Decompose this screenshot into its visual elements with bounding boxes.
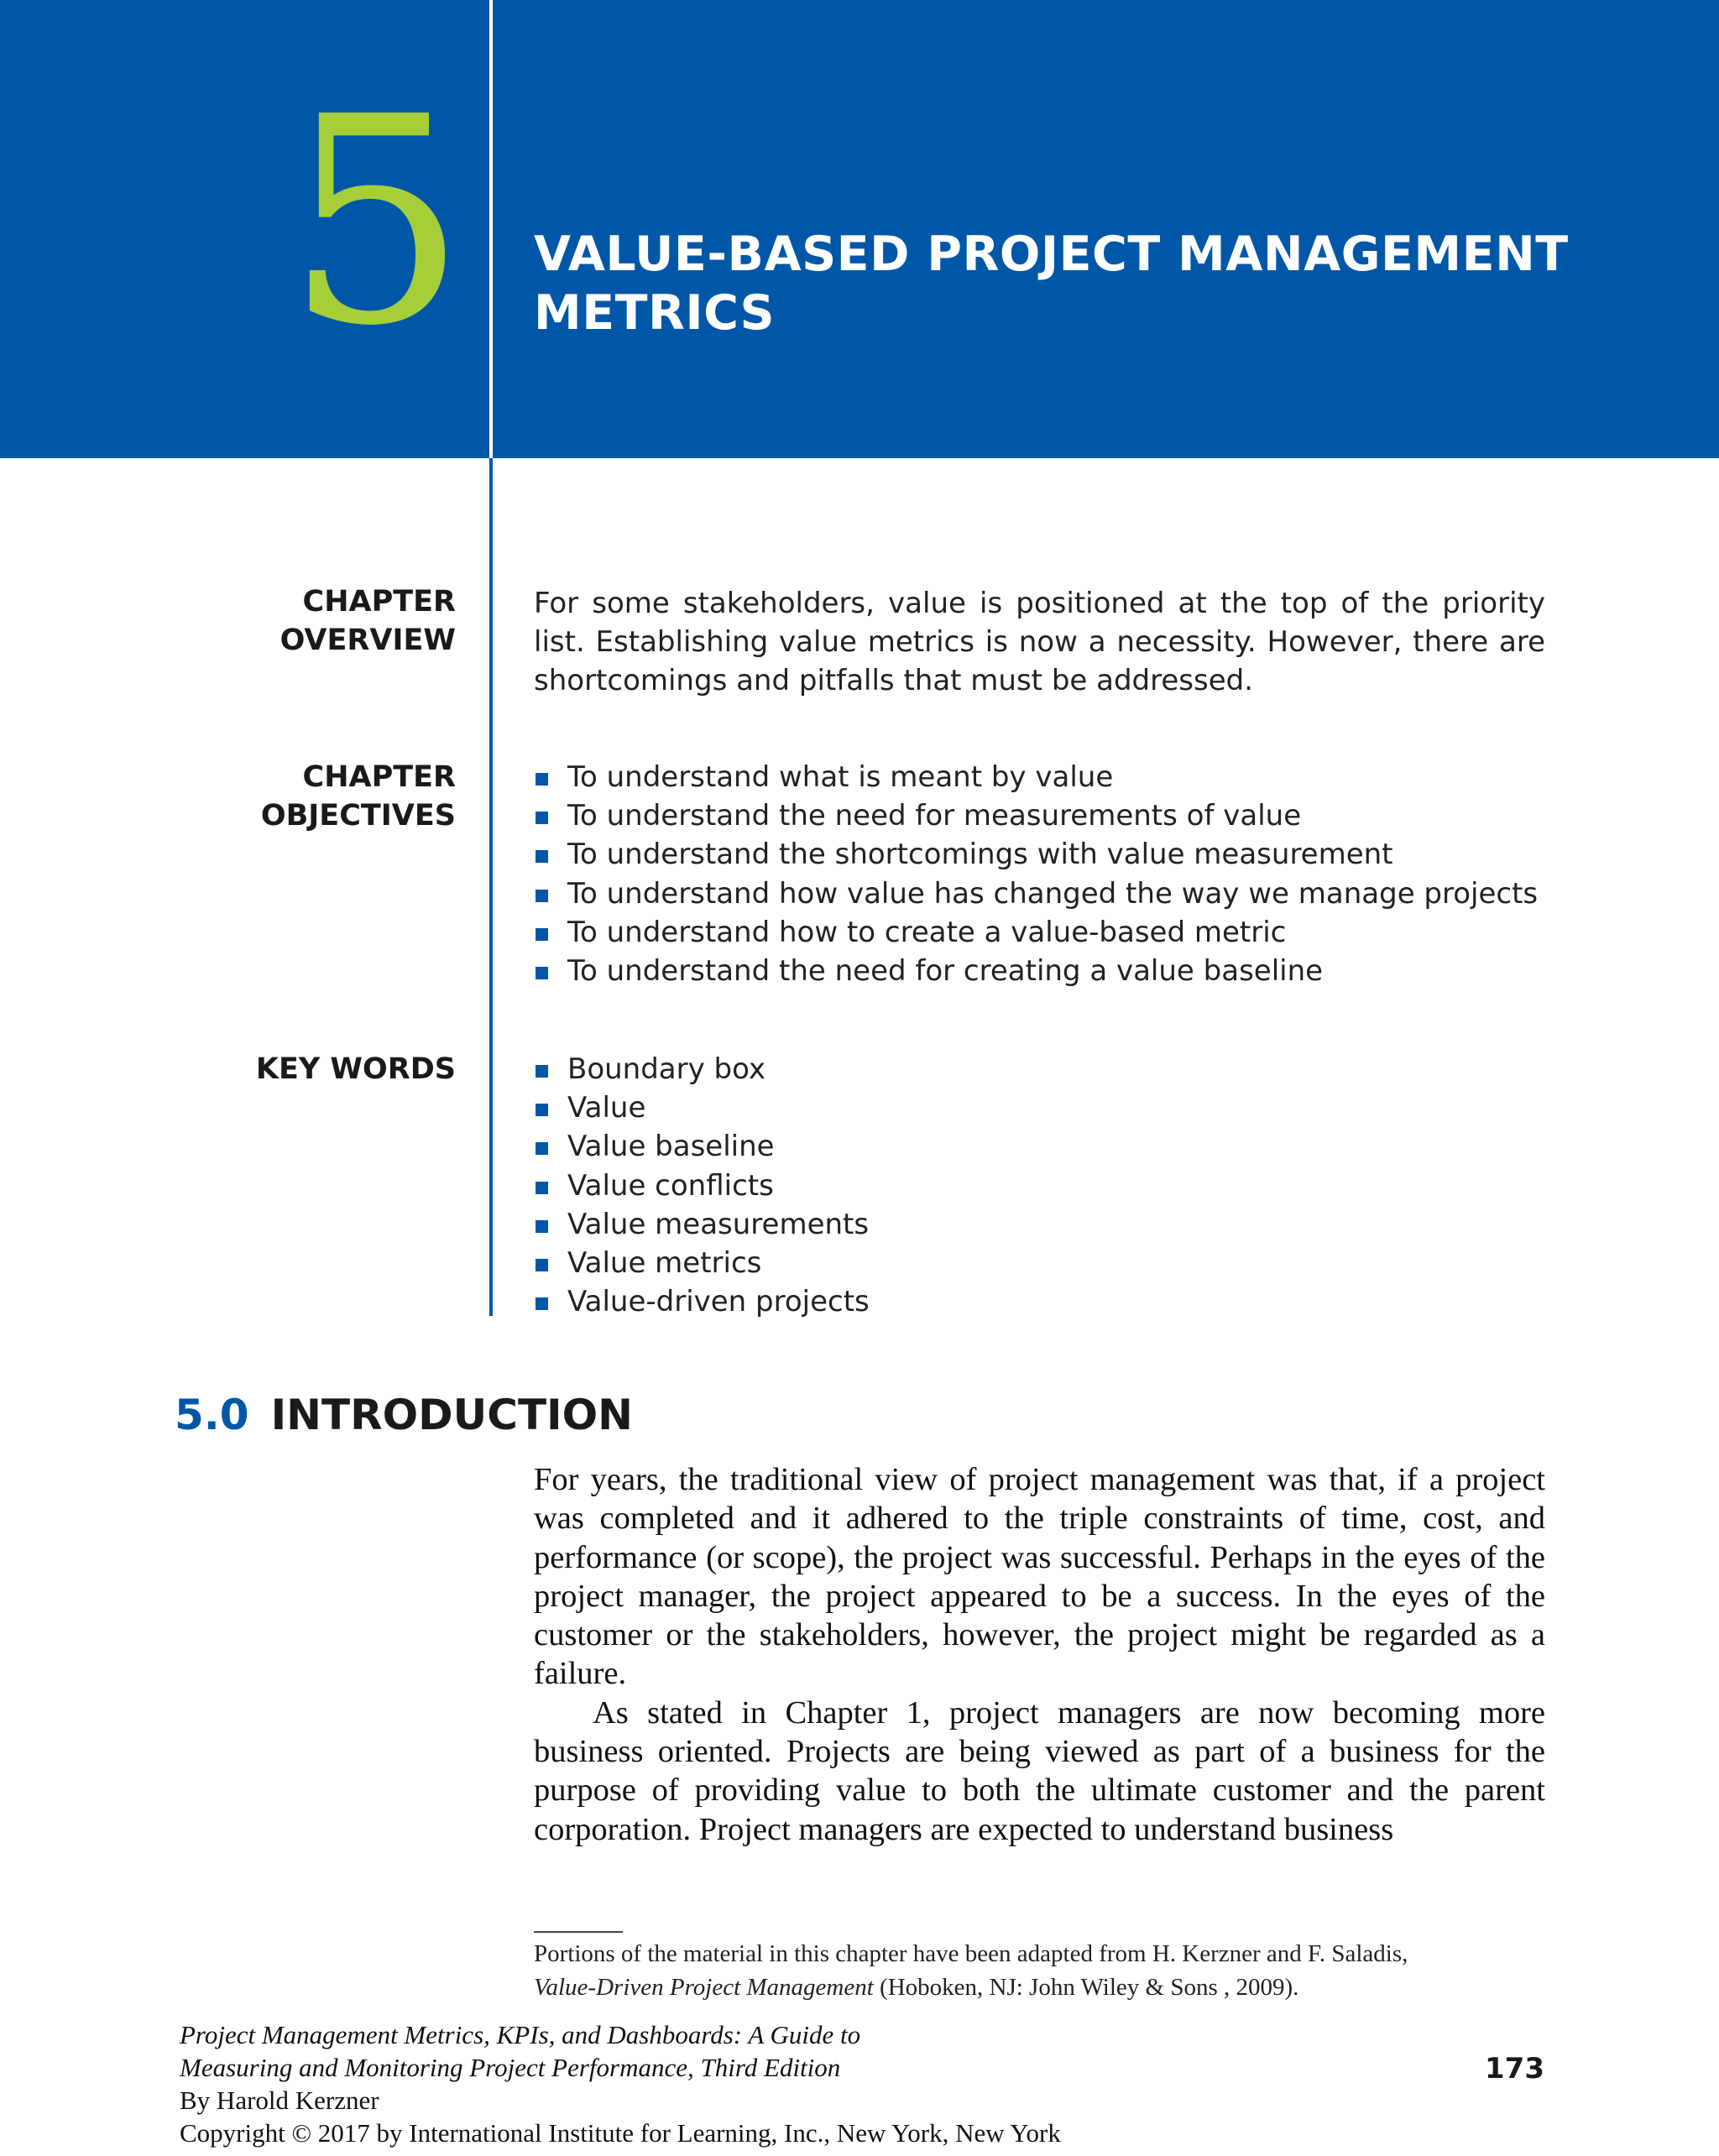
paragraph: As stated in Chapter 1, project managers are now becoming more business oriented. Projects are being viewed as part of a business for the purpose of providing value to both the ultimate customer and the parent corporation. Project managers are expected to understand business — [534, 1694, 1545, 1847]
page-number: 173 — [1485, 2052, 1544, 2086]
key-words-list — [534, 1050, 870, 1321]
chapter-title-line-2: METRICS — [534, 285, 776, 341]
list-item: Value — [534, 1088, 870, 1127]
banner-divider — [489, 0, 493, 458]
square-bullet-icon — [536, 1182, 548, 1194]
square-bullet-icon — [536, 1259, 548, 1271]
list-item: Value measurements — [534, 1205, 870, 1244]
square-bullet-icon — [536, 773, 548, 786]
square-bullet-icon — [536, 850, 548, 863]
square-bullet-icon — [536, 1065, 548, 1078]
overview-text: For some stakeholders, value is positioned at the top of the priority list. Establishing value metrics is now a necessity. However, there are shortcomings and pitfalls that must be addressed. — [534, 587, 1545, 697]
footnote-book-title: Value-Driven Project Management — [534, 1974, 874, 2001]
objectives-label — [187, 758, 456, 835]
list-item: To understand how to create a value-based metric — [534, 913, 1538, 952]
list-item: To understand what is meant by value — [534, 758, 1538, 796]
paragraph: For years, the traditional view of project management was that, if a project was completed and it adhered to the triple constraints of time, cost, and performance (or scope), the project was successful. Perhaps in the eyes of the project manager, the project appeared to be a success. In the eyes of the customer or the stakeholders, however, the project might be regarded as a failure. — [534, 1462, 1545, 1692]
list-item: Value conflicts — [534, 1167, 870, 1205]
square-bullet-icon — [536, 890, 548, 902]
objectives-label-line-1: CHAPTER — [302, 760, 456, 794]
book-footer: Project Management Metrics, KPIs, and Dashboards: A Guide to Measuring and Monitoring Project Performance, Third Edition By Harold Kerzner Copyright © 2017 by International Institute for Learning, Inc., New York, New York — [180, 2020, 1061, 2148]
square-bullet-icon — [536, 967, 548, 979]
body-text — [534, 1460, 1545, 1849]
objectives-list — [534, 758, 1538, 990]
list-item: To understand how value has changed the way we manage projects — [534, 874, 1538, 913]
chapter-title-line-1: VALUE-BASED PROJECT MANAGEMENT — [534, 227, 1569, 282]
list-item: To understand the need for creating a value baseline — [534, 952, 1538, 990]
section-number: 5.0 — [175, 1391, 249, 1439]
footnote: Portions of the material in this chapter have been adapted from H. Kerzner and F. Saladis, Value-Driven Project Management (Hoboken, NJ: John Wiley & Sons , 2009). — [534, 1940, 1408, 2001]
overview-label-line-2: OVERVIEW — [280, 624, 456, 657]
list-item: Value-driven projects — [534, 1282, 870, 1321]
overview-label-line-1: CHAPTER — [302, 585, 456, 619]
square-bullet-icon — [536, 928, 548, 941]
square-bullet-icon — [536, 1297, 548, 1310]
overview-label — [187, 582, 456, 660]
footnote-rule — [534, 1931, 623, 1933]
section-title: INTRODUCTION — [270, 1391, 633, 1439]
square-bullet-icon — [536, 1104, 548, 1116]
square-bullet-icon — [536, 812, 548, 824]
list-item: To understand the need for measurements of value — [534, 796, 1538, 835]
section-heading — [175, 1389, 633, 1441]
objectives-label-line-2: OBJECTIVES — [260, 799, 456, 833]
square-bullet-icon — [536, 1142, 548, 1155]
list-item: Value metrics — [534, 1244, 870, 1282]
square-bullet-icon — [536, 1220, 548, 1233]
chapter-number: 5 — [285, 56, 468, 389]
list-item: Boundary box — [534, 1050, 870, 1088]
key-words-label: KEY WORDS — [255, 1052, 456, 1086]
chapter-title — [534, 225, 1625, 342]
list-item: To understand the shortcomings with value measurement — [534, 835, 1538, 874]
list-item: Value baseline — [534, 1127, 870, 1166]
